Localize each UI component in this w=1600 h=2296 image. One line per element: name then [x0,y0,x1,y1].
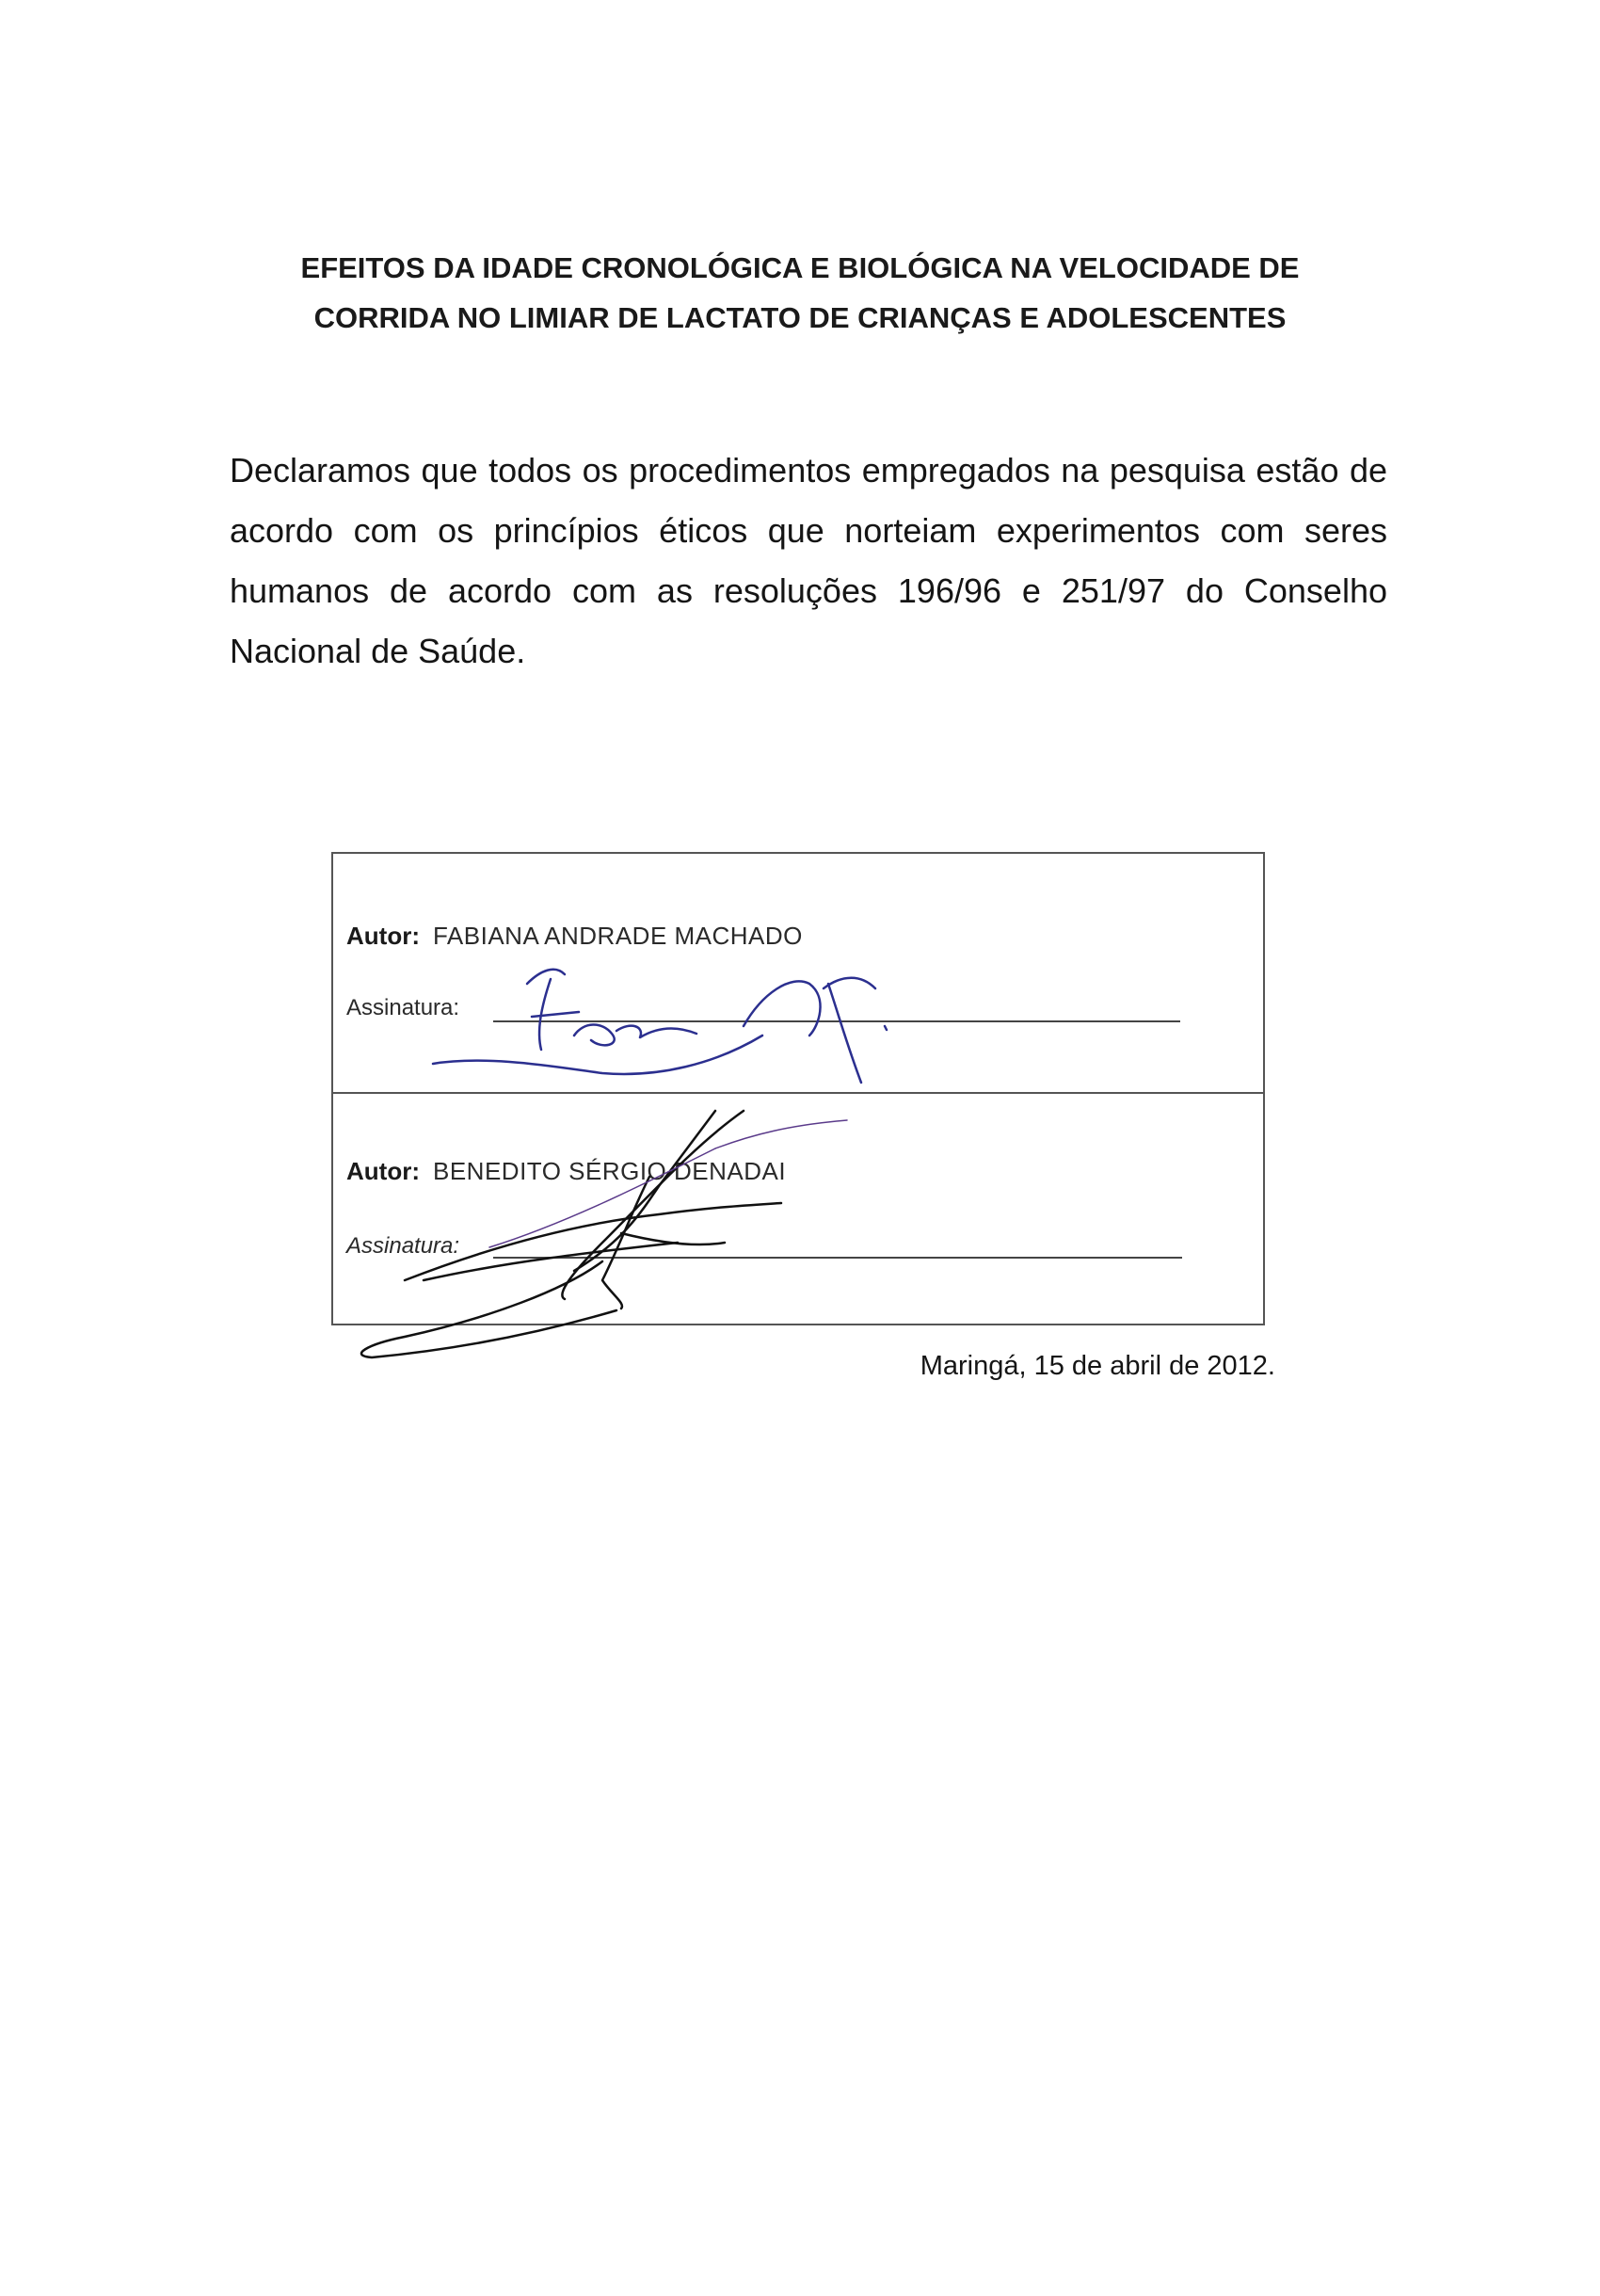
document-title [188,243,1412,343]
author-1-name: FABIANA ANDRADE MACHADO [432,922,803,950]
signature-box-divider [333,1092,1263,1094]
signature-1-line [493,1020,1180,1022]
signature-2-line [493,1257,1182,1259]
date-line: Maringá, 15 de abril de 2012. [920,1351,1275,1381]
author-1-label: Autor: [346,922,420,950]
declaration-paragraph: Declaramos que todos os procedimentos empregados na pesquisa estão de acordo com os princípios éticos que norteiam experimentos com seres humanos de acordo com as resoluções 196/96 e 251/97 do Conselho Nacional de Saúde. [230,451,1387,670]
signature-box [331,852,1265,1325]
author-1-row [346,922,803,951]
author-2-label: Autor: [346,1157,420,1185]
title-line-2: CORRIDA NO LIMIAR DE LACTATO DE CRIANÇAS E ADOLESCENTES [313,301,1287,334]
title-line-1: EFEITOS DA IDADE CRONOLÓGICA E BIOLÓGICA NA VELOCIDADE DE [300,251,1300,284]
signature-2-label: Assinatura: [346,1233,460,1259]
signature-1-label: Assinatura: [346,995,460,1020]
author-2-row [346,1157,786,1186]
author-2-name: BENEDITO SÉRGIO DENADAI [432,1157,787,1185]
